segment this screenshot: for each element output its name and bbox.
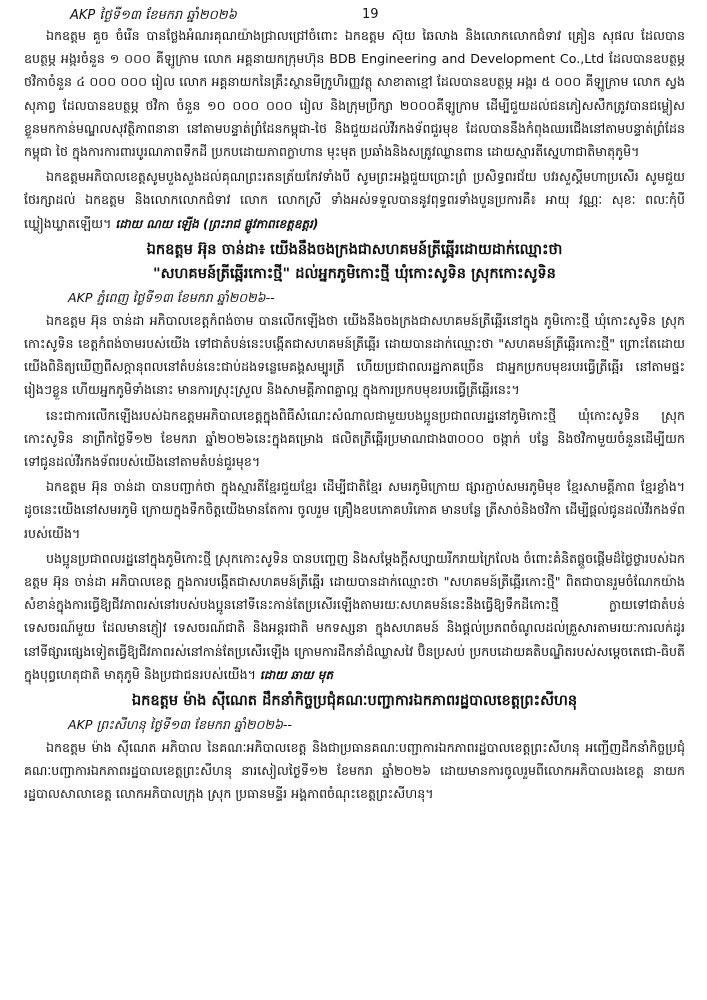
running-header bbox=[24, 6, 685, 24]
running-title: AKP ថ្ងៃទី១៣ ខែមករា ឆ្នាំ២០២៦ bbox=[70, 8, 237, 23]
intro-paragraph: ឯកឧត្តម គួច ចំរើន បានថ្លែងអំណរគុណយ៉ាងជ្រាលជ្រៅចំពោះ ឯកឧត្តម ស៊ុយ ឆៃលាង និងលោកលោកជំទាវ គ្រៀន សុផល ដែលបានឧបត្ថម្ភ អង្ករចំនួន ១ ០០០ គីឡូក្រាម លោក អគ្គនាយកក្រុមហ៊ុន BDB Engineering and Development Co.,Ltd ដែលបានឧបត្ថម្ភ ថវិកាចំនួន ៤ ០០០ ០០០ រៀល លោក អគ្គនាយកនៃគ្រឹះស្ថានមីក្រូហិរញ្ញវត្ថុ សាខាតាខ្មៅ ដែលបានឧបត្ថម្ភ អង្ករ ៥ ០០០ គីឡូក្រាម លោក ស្វង សុភាព្វ ដែលបានឧបត្ថម្ភ ថវិកា ចំនួន ១០ ០០០ ០០០ រៀល និងក្រុមប្រឹក្សា ២០០០គីឡូក្រាម ដើម្បីជួយដល់ជនភៀសសឹកត្រូវបានជម្លៀសខ្លួនមកកាន់មណ្ឌលសុវត្ថិភាពនានា នៅតាមបន្ទាត់ព្រំដែនកម្ពុជា-ថៃ និងជួយដល់វីរកងទ័ពជួរមុខ ដែលបាននឹងកំពុងឈរជើងនៅតាមបន្ទាត់ព្រំដែនកម្ពុជា ថៃ ក្នុងការការពារបូរណភាពទឹកដី ប្រកបដោយភាពក្លាហាន មុះមុត ប្រឆាំងនិងសត្រូវឈ្លានពាន ដោយស្មារតីស្នេហាជាតិមាតុភូមិ។ bbox=[24, 28, 685, 160]
article-2-paragraph: ឯកឧត្តម ម៉ាង ស៊ីណេត អភិបាល នៃគណៈអភិបាលខេត្ត និងជាប្រធានគណៈបញ្ជាការឯកភាពរដ្ឋបាលខេត្តព្រះសីហនុ អញ្ជើញដឹកនាំកិច្ចប្រជុំគណៈបញ្ជាការឯកភាពរដ្ឋបាលខេត្តព្រះសីហនុ នារសៀលថ្ងៃទី១២ ខែមករា ឆ្នាំ២០២៦ ដោយមានការចូលរួមពីលោកអភិបាលរងខេត្ត នាយករដ្ឋបាលសាលាខេត្ត លោកអភិបាលក្រុង ស្រុក ប្រធានមន្ទីរ អង្គភាពចំណុះខេត្តព្រះសីហនុ។ bbox=[24, 740, 685, 802]
article-1-headline bbox=[24, 238, 685, 286]
article-2 bbox=[24, 689, 685, 806]
intro-article-continuation bbox=[24, 24, 685, 236]
article-1-paragraph: នេះជាការលើកឡើងរបស់ឯកឧត្តមអភិបាលខេត្តក្នុងពិធីសំណេះសំណាលជាមួយបងប្អូនប្រជាពលរដ្ឋនៅភូមិកោះថ្មី ឃុំកោះសូទិន ស្រុកកោះសូទិន នាព្រឹកថ្ងៃទី១២ ខែមករា ឆ្នាំ២០២៦នេះក្នុងគម្រោង ផលិតត្រីឆ្អើរប្រមាណជាង៣០០០ ចង្កាក់ បន្លែ និងថវិកាមួយចំនួនដើម្បីយកទៅជូនដល់វីរកងទ័ពរបស់យើងនៅតាមតំបន់ជួរមុខ។ bbox=[24, 407, 685, 470]
intro-paragraph-text: ឯកឧត្តមអភិបាលខេត្តសូមបួងសួងដល់គុណព្រះរតនត្រ័យកែវទាំងបី សូមព្រះអង្គជួយប្រោះព្រំ ប្រសិទ្ធពរជ័យ បវរសួស្តីមហាប្រសើរ សូមជួយថែរក្សាដល់ ឯកឧត្តម និងលោកលោកជំទាវ លោក លោកស្រី ទាំងអស់ទទួលបាននូវពុទ្ធពរទាំងបួនប្រការគឺ៖ អាយុ វណ្ណៈ សុខៈ ពលៈកុំបីឃ្លៀងឃ្លាតឡើយ។ bbox=[24, 169, 685, 231]
article-1-paragraph: ឯកឧត្តម អ៊ុន ចាន់ដា បានបញ្ជាក់ថា ក្នុងស្មារតីខ្មែរជួយខ្មែរ ដើម្បីជាតិខ្មែរ សមរភូមិក្រោយ ផ្សារភ្ជាប់សមរភូមិមុខ ខ្មែរសាមគ្គីភាព ខ្មែរខ្លាំង។ ដូចនេះយើងនៅសមរភូមិ ក្រោយក្នុងទឹកចិត្តយើងមានតែការ ចូលរួម គ្រឿងឧបភោគបរិភោគ មានបន្លែ ត្រីសាច់និងថវិកា ដើម្បីផ្តល់ជូនដល់វីរកងទ័ពរបស់យើង។ bbox=[24, 479, 685, 541]
intro-byline: ដោយ ណយ ឡើង (ព្រះរាជ ផ្លូវភាពខេត្តឧត្តរ) bbox=[115, 216, 319, 231]
intro-paragraph bbox=[24, 165, 685, 236]
article-1-paragraph: ឯកឧត្តម អ៊ុន ចាន់ដា អភិបាលខេត្តកំពង់ចាម បានលើកឡើងថា យើងនឹងចងក្រងជាសហគមន៍ត្រីឆ្អើរនៅក្នុង ភូមិកោះថ្មី ឃុំកោះសូទិន ស្រុកកោះសូទិន ខេត្តកំពង់ចាមរបស់យើង ទៅជាតំបន់នេះបង្កើតជាសហគមន៍ត្រីឆ្អើរ ដោយបានដាក់ឈ្មោះថា "សហគមន៍ត្រីឆ្អើរកោះថ្មី" ព្រោះតែដោយយើងពិនិត្យឃើញពីសក្តានុពលនៅតំបន់នេះជាប់ដងទន្លេមេគង្គសម្បូរត្រី ហើយប្រជាពលរដ្ឋភាគច្រើន ជាអ្នកប្រកបមុខរបរធ្វើត្រីឆ្អើរ នៅតាមផ្ទះរៀងៗខ្លួន ហើយអ្នកភូមិទាំងនោះ មានការស្រុះស្រួល និងសាមគ្គីភាពគ្នាល្អ ក្នុងការប្រកបមុខរបរធ្វើត្រីឆ្អើរនេះ។ bbox=[24, 312, 685, 398]
article-1 bbox=[24, 238, 685, 687]
article-2-headline: ឯកឧត្តម ម៉ាង ស៊ីណេត ដឹកនាំកិច្ចប្រជុំគណៈបញ្ជាការឯកភាពរដ្ឋបាលខេត្តព្រះសីហនុ bbox=[131, 692, 578, 710]
page-number: 19 bbox=[362, 7, 379, 22]
article-1-headline-line-2: "សហគមន៍ត្រីឆ្អើរកោះថ្មី" ដល់អ្នកភូមិកោះថ្មី ឃុំកោះសូទិន ស្រុកកោះសូទិន bbox=[153, 264, 556, 282]
article-2-dateline: AKP ព្រះសីហនុ ថ្ងៃទី១៣ ខែមករា ឆ្នាំ២០២៦-- bbox=[68, 717, 292, 733]
article-1-headline-line-1: ឯកឧត្តម អ៊ុន ចាន់ដា៖ យើងនឹងចងក្រងជាសហគមន៍ត្រីឆ្អើរដោយដាក់ឈ្មោះថា bbox=[146, 240, 563, 258]
article-1-byline: ដោយ ឆាយ មុត bbox=[259, 667, 334, 682]
article-1-paragraph bbox=[24, 547, 685, 687]
article-1-dateline: AKP ភ្នំពេញ ថ្ងៃទី១៣ ខែមករា ឆ្នាំ២០២៦-- bbox=[68, 289, 275, 305]
article-1-paragraph-text: បងប្អូនប្រជាពលរដ្ឋនៅក្នុងភូមិកោះថ្មី ស្រុកកោះសូទិន បានបញ្ចេញ និងសម្តែងក្តីសប្បាយរីករាយក្រៃលែង ចំពោះគំនិតផ្តួចផ្តើមដ៏ថ្លៃថ្លារបស់ឯកឧត្តម អ៊ុន ចាន់ដា អភិបាលខេត្ត ក្នុងការបង្កើតជាសហគមន៍ត្រីឆ្អើរ ដោយបានដាក់ឈ្មោះថា "សហគមន៍ត្រីឆ្អើរកោះថ្មី" ពិតជាបានរួមចំណែកយ៉ាងសំខាន់ក្នុងការធ្វើឱ្យជីវភាពរស់នៅរបស់បងប្អូននៅទីនេះកាន់តែប្រសើរឡើងតាមរយៈសហគមន៍នេះនឹងធ្វើឱ្យទឹកដីកោះថ្មី ក្លាយទៅជាតំបន់ទេសចរណ៍មួយ ដែលមានភ្ញៀវ ទេសចរណ៍ជាតិ និងអន្តរជាតិ មកទស្សនា ក្នុងសហគមន៍ និងផ្តល់ប្រភពចំណូលដល់គ្រួសារតាមរយៈការលក់ដូរនៅទីផ្សារផ្សេងទៀតធ្វើឱ្យជីវភាពរស់នៅកាន់តែប្រសើរឡើង ក្រោមការដឹកនាំដ៏ឈ្លាសវៃ ប៊ិនប្រសប់ ប្រកបដោយគតិបណ្ឌិតរបស់សម្តេចតេជោ-ធិបតី ក្នុងបុព្វហេតុជាតិ មាតុភូមិ និងប្រជាជនរបស់យើង។ bbox=[24, 550, 685, 682]
